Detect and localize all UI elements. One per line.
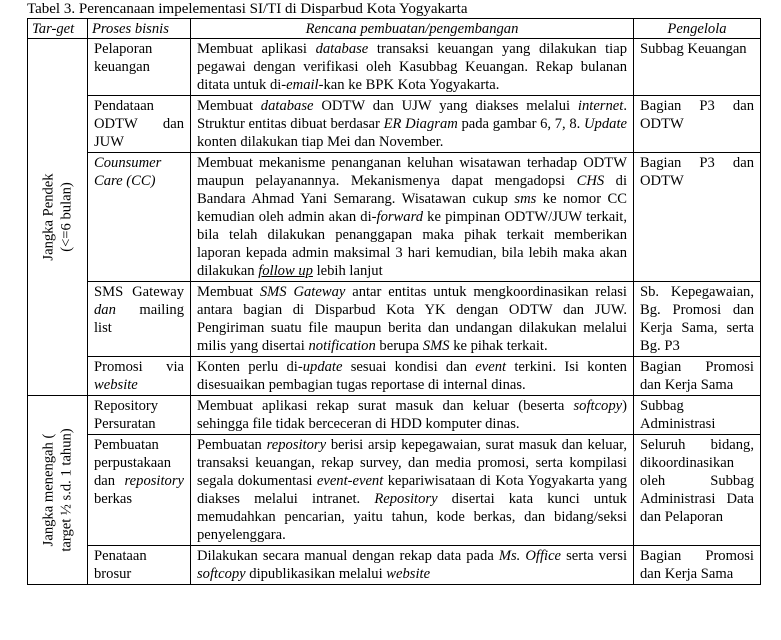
text-segment: pada gambar 6, 7, 8.	[457, 116, 585, 132]
text-segment: . Struktur entitas dibuat berdasar	[197, 98, 627, 132]
group-short-term	[28, 39, 88, 396]
table-row	[28, 96, 761, 153]
text-segment: Dilakukan secara manual dengan rekap data pada	[197, 548, 499, 564]
italic-term: Ms. Office	[498, 548, 562, 564]
plan-cell	[191, 96, 634, 153]
italic-term: notification	[308, 338, 376, 354]
italic-term: database	[260, 98, 314, 114]
plan-cell	[191, 435, 634, 546]
process-cell: Counsumer Care (CC)	[88, 153, 191, 282]
italic-term: website	[94, 377, 138, 393]
table-caption: Tabel 3. Perencanaan impelementasi SI/TI di Disparbud Kota Yogyakarta	[27, 1, 468, 17]
plan-cell	[191, 153, 634, 282]
table-row	[28, 39, 761, 96]
italic-term: SMS Gateway	[259, 284, 346, 300]
text-segment: Konten perlu di-	[197, 359, 303, 375]
text-segment: ke pimpinan ODTW/JUW terkait, bila telah dilakukan penanggapan maka pihak terkait memberikan laporan kepada admin maksimal 3 hari kemudian, bila lebih maka akan dilakukan	[197, 209, 627, 279]
italic-term: email	[286, 77, 319, 93]
table-row	[28, 435, 761, 546]
group-medium-term	[28, 396, 88, 585]
text-segment: Pembuatan	[197, 437, 267, 453]
text-segment: konten dilakukan tiap Mei dan November.	[197, 134, 444, 150]
text-segment: sesuai kondisi dan	[342, 359, 476, 375]
italic-term: Repository	[374, 491, 438, 507]
text-segment: transaksi keuangan yang dilakukan tiap pegawai dengan verifikasi oleh Kasubbag Keuangan. Rekap bulanan ditata untuk di-	[197, 41, 627, 93]
manager-cell: Bagian Promosi dan Kerja Sama	[634, 357, 761, 396]
group-short-line2: (<=6 bulan)	[58, 182, 75, 252]
process-cell: Pendataan ODTW dan JUW	[88, 96, 191, 153]
text-segment: Promosi via	[94, 359, 184, 375]
table-row	[28, 282, 761, 357]
table-row	[28, 153, 761, 282]
text-segment: mailing list	[94, 302, 184, 336]
text-segment: disertai kata kunci untuk memudahkan pencarian, yaitu tahun, kode berkas, dan bidang/seksi penyelenggara.	[197, 491, 627, 543]
italic-term: database	[315, 41, 369, 57]
header-plan: Rencana pembuatan/pengembangan	[191, 19, 634, 39]
header-manager: Pengelola	[634, 19, 761, 39]
manager-cell: Bagian P3 dan ODTW	[634, 153, 761, 282]
italic-term: update	[302, 359, 343, 375]
manager-cell: Seluruh bidang, dikoordinasikan oleh Subbag Administrasi Data dan Pelaporan	[634, 435, 761, 546]
text-segment: Membuat mekanisme penanganan keluhan wisatawan terhadap ODTW maupun pelayanannya. Mekanismenya dapat mengadopsi	[197, 155, 627, 189]
group-medium-line2: target ½ s.d. 1 tahun)	[58, 428, 75, 552]
text-segment: berisi arsip kepegawaian, surat masuk dan keluar, transaksi keuangan, rekap survey, dan media promosi, serta kompilasi segala dokumentasi	[197, 437, 628, 489]
text-segment: SMS Gateway	[94, 284, 184, 300]
manager-cell: Subbag Keuangan	[634, 39, 761, 96]
process-cell: Penataan brosur	[88, 546, 191, 585]
group-short-line1: Jangka Pendek	[40, 173, 57, 261]
text-segment: ke pihak terkait.	[449, 338, 548, 354]
manager-cell: Bagian P3 dan ODTW	[634, 96, 761, 153]
text-segment: berupa	[375, 338, 423, 354]
text-segment: ) sehingga file tidak berceceran di HDD komputer dinas.	[197, 398, 627, 432]
planning-table	[27, 18, 761, 585]
text-segment: -kan ke BPK Kota Yogyakarta.	[318, 77, 500, 93]
italic-term: event	[475, 359, 507, 375]
italic-term: event-event	[316, 473, 384, 489]
manager-cell: Bagian Promosi dan Kerja Sama	[634, 546, 761, 585]
text-segment: Membuat aplikasi rekap surat masuk dan keluar (beserta	[197, 398, 574, 414]
text-segment: dipublikasikan melalui	[245, 566, 387, 582]
text-segment: Membuat	[197, 284, 260, 300]
text-segment: berkas	[94, 491, 133, 507]
italic-term: ER Diagram	[383, 116, 458, 132]
table-row	[28, 396, 761, 435]
italic-term: sms	[514, 191, 537, 207]
italic-term: website	[386, 566, 431, 582]
manager-cell: Subbag Administrasi	[634, 396, 761, 435]
group-medium-line1: Jangka menengah (	[40, 433, 57, 547]
process-cell	[88, 282, 191, 357]
italic-term: forward	[376, 209, 424, 225]
italic-term: dan	[94, 302, 140, 318]
italic-term: SMS	[422, 338, 450, 354]
text-segment: terkini. Isi konten disesuaikan pembagian tugas reportase di internal dinas.	[197, 359, 627, 393]
plan-cell	[191, 39, 634, 96]
text-segment: antar entitas untuk mengkoordinasikan relasi antara bagian di Disparbud Kota YK dengan ODTW dan JUW. Pengiriman suatu file maupun berita dan undangan dilakukan melalui milis yang disertai	[197, 284, 627, 354]
process-cell	[88, 357, 191, 396]
italic-term: follow up	[258, 263, 313, 279]
plan-cell	[191, 282, 634, 357]
process-cell: Repository Persuratan	[88, 396, 191, 435]
italic-term: internet	[577, 98, 624, 114]
text-segment: kepariwisataan di Kota Yogyakarta yang diakses melalui intranet.	[197, 473, 627, 507]
plan-cell	[191, 546, 634, 585]
italic-term: softcopy	[197, 566, 246, 582]
process-cell	[88, 435, 191, 546]
text-segment: Membuat aplikasi	[197, 41, 316, 57]
header-row	[28, 19, 761, 39]
italic-term: CHS	[576, 173, 605, 189]
header-process: Proses bisnis	[88, 19, 191, 39]
italic-term: repository	[266, 437, 327, 453]
text-segment: ODTW dan UJW yang diakses melalui	[313, 98, 578, 114]
text-segment: ke nomor CC kemudian oleh admin akan di-	[197, 191, 627, 225]
table-row	[28, 546, 761, 585]
text-segment: di Bandara Ahmad Yani Semarang. Wisatawan cukup	[197, 173, 628, 207]
text-segment: Pembuatan perpustakaan dan	[94, 437, 171, 489]
italic-term: Update	[584, 116, 627, 132]
italic-term: repository	[124, 473, 184, 489]
process-cell: Pelaporan keuangan	[88, 39, 191, 96]
text-segment: lebih lanjut	[312, 263, 383, 279]
text-segment: Membuat	[197, 98, 261, 114]
plan-cell	[191, 396, 634, 435]
text-segment: serta versi	[561, 548, 628, 564]
plan-cell	[191, 357, 634, 396]
header-target: Tar-get	[28, 19, 88, 39]
italic-term: softcopy	[573, 398, 623, 414]
manager-cell: Sb. Kepegawaian, Bg. Promosi dan Kerja Sama, serta Bg. P3	[634, 282, 761, 357]
table-row	[28, 357, 761, 396]
